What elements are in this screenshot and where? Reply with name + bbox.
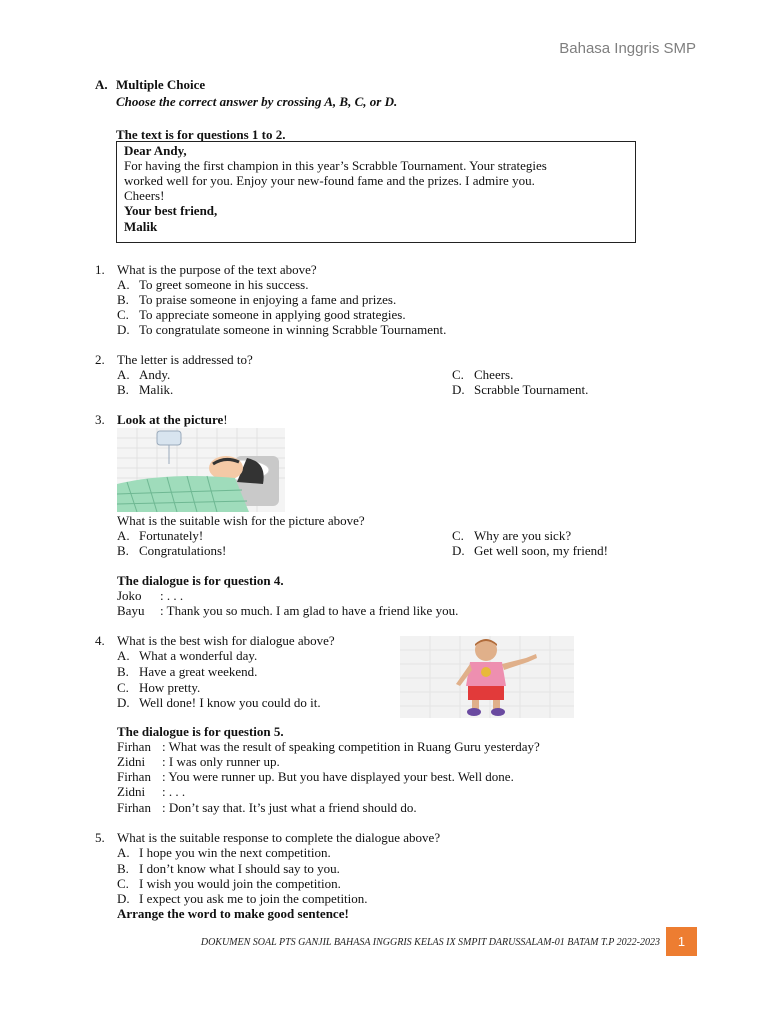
option-letter[interactable]: C. (117, 876, 129, 891)
dialogue-speaker: Firhan (117, 769, 151, 784)
option-letter[interactable]: A. (117, 845, 130, 860)
question-text: What is the best wish for dialogue above? (117, 633, 335, 648)
option-letter[interactable]: A. (117, 277, 130, 292)
section-title: Multiple Choice (116, 77, 206, 92)
question-number: 1. (95, 262, 105, 277)
winner-boy-illustration (400, 636, 574, 718)
question-number: 3. (95, 412, 105, 427)
option-text: Malik. (139, 382, 174, 397)
dialogue-text: : What was the result of speaking competition in Ruang Guru yesterday? (162, 739, 540, 754)
dialogue-text: : . . . (160, 588, 184, 603)
option-letter[interactable]: D. (117, 322, 130, 337)
option-text: Get well soon, my friend! (474, 543, 608, 558)
question-text-bold: Look at the picture (117, 412, 224, 427)
option-letter[interactable]: C. (117, 307, 129, 322)
option-text: Congratulations! (139, 543, 227, 558)
option-letter[interactable]: B. (117, 382, 129, 397)
dialogue-speaker: Zidni (117, 784, 146, 799)
arrange-heading: Arrange the word to make good sentence! (117, 906, 349, 921)
dialogue-text: : Thank you so much. I am glad to have a friend like you. (160, 603, 459, 618)
dialogue-speaker: Bayu (117, 603, 145, 618)
option-letter[interactable]: D. (117, 695, 130, 710)
dialogue-intro: The dialogue is for question 5. (117, 724, 284, 739)
page-number-badge: 1 (666, 927, 697, 956)
option-text: To appreciate someone in applying good strategies. (139, 307, 406, 322)
option-text: Fortunately! (139, 528, 204, 543)
dialogue-text: : You were runner up. But you have displayed your best. Well done. (162, 769, 514, 784)
letter-box (116, 141, 636, 243)
question-text: What is the purpose of the text above? (117, 262, 317, 277)
dialogue-intro: The dialogue is for question 4. (117, 573, 284, 588)
option-text: To praise someone in enjoying a fame and prizes. (139, 292, 397, 307)
option-letter[interactable]: B. (117, 861, 129, 876)
letter-signature: Malik (124, 219, 158, 234)
question-text: The letter is addressed to? (117, 352, 253, 367)
option-letter[interactable]: D. (117, 891, 130, 906)
option-text: What a wonderful day. (139, 648, 258, 663)
sick-person-illustration (117, 428, 285, 512)
option-text: Cheers. (474, 367, 514, 382)
question-text-tail: ! (223, 412, 228, 427)
option-text: Scrabble Tournament. (474, 382, 589, 397)
section-label: A. (95, 77, 108, 92)
footer-document: DOKUMEN SOAL PTS GANJIL BAHASA INGGRIS KELAS IX SMPIT DARUSSALAM-01 BATAM T.P 2022-2023 (200, 937, 660, 948)
dialogue-speaker: Firhan (117, 739, 151, 754)
letter-greeting: Dear Andy, (124, 143, 187, 158)
option-letter[interactable]: C. (452, 528, 464, 543)
question-text: What is the suitable wish for the picture above? (117, 513, 365, 528)
question-number: 2. (95, 352, 105, 367)
letter-line: worked well for you. Enjoy your new-found fame and the prizes. I admire you. (124, 173, 535, 188)
option-text: How pretty. (139, 680, 201, 695)
section-instruction: Choose the correct answer by crossing A, B, C, or D. (116, 94, 398, 109)
option-letter[interactable]: A. (117, 367, 130, 382)
option-letter[interactable]: B. (117, 292, 129, 307)
letter-closing: Your best friend, (124, 203, 218, 218)
header-subject: Bahasa Inggris SMP (559, 40, 696, 57)
option-text: Andy. (139, 367, 171, 382)
dialogue-speaker: Firhan (117, 800, 151, 815)
question-text (117, 412, 228, 427)
letter-line: For having the first champion in this year’s Scrabble Tournament. Your strategies (124, 158, 547, 173)
option-text: Why are you sick? (474, 528, 572, 543)
option-letter[interactable]: A. (117, 648, 130, 663)
option-text: To greet someone in his success. (139, 277, 309, 292)
dialogue-text: : I was only runner up. (162, 754, 280, 769)
dialogue-text: : Don’t say that. It’s just what a friend should do. (162, 800, 417, 815)
question-text: What is the suitable response to complete the dialogue above? (117, 830, 441, 845)
question-number: 4. (95, 633, 105, 648)
option-text: I hope you win the next competition. (139, 845, 331, 860)
option-letter[interactable]: D. (452, 382, 465, 397)
dialogue-speaker: Joko (117, 588, 142, 603)
option-text: Well done! I know you could do it. (139, 695, 321, 710)
option-text: I don’t know what I should say to you. (139, 861, 340, 876)
option-text: To congratulate someone in winning Scrabble Tournament. (139, 322, 447, 337)
option-letter[interactable]: C. (117, 680, 129, 695)
option-text: I expect you ask me to join the competition. (139, 891, 368, 906)
option-text: I wish you would join the competition. (139, 876, 341, 891)
option-letter[interactable]: D. (452, 543, 465, 558)
option-letter[interactable]: B. (117, 543, 129, 558)
text-intro: The text is for questions 1 to 2. (116, 127, 286, 142)
dialogue-speaker: Zidni (117, 754, 146, 769)
letter-line: Cheers! (124, 188, 165, 203)
option-letter[interactable]: A. (117, 528, 130, 543)
option-letter[interactable]: B. (117, 664, 129, 679)
option-text: Have a great weekend. (139, 664, 258, 679)
option-letter[interactable]: C. (452, 367, 464, 382)
question-number: 5. (95, 830, 105, 845)
dialogue-text: : . . . (162, 784, 186, 799)
